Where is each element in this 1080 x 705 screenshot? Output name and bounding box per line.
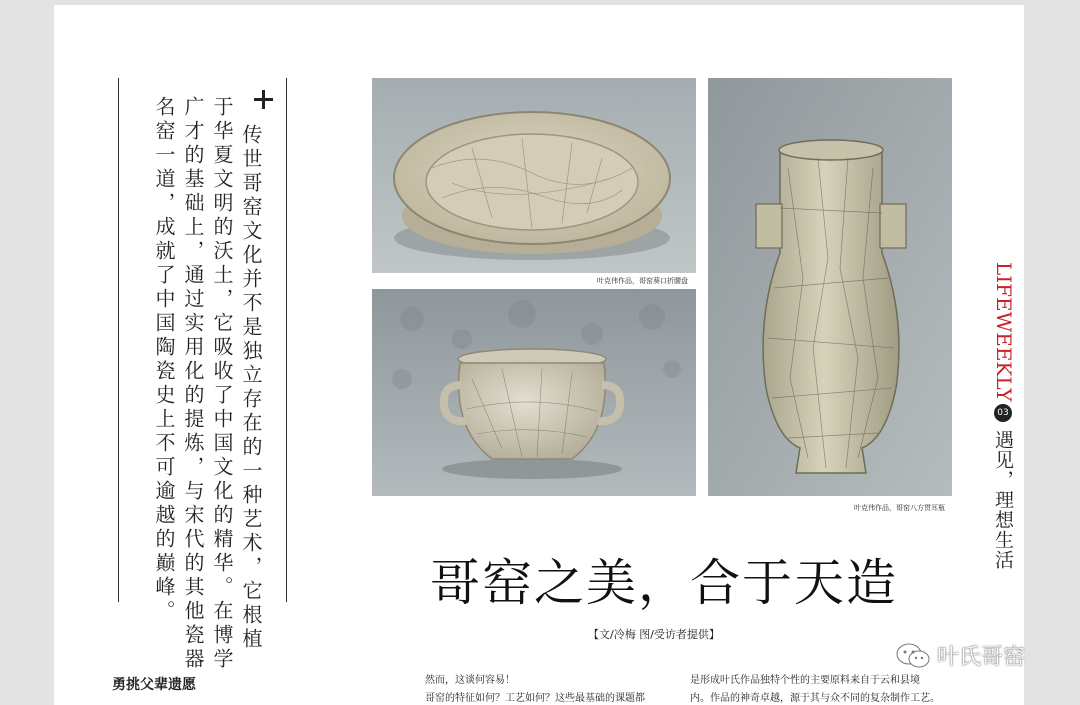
plate-caption: 叶克伟作品，哥窑葵口折腰盘 [597, 277, 688, 285]
intro-column-3: 广才的基础上，通过实用化的提炼，与宋代的其他瓷器 [181, 96, 205, 672]
body-text-right-2: 内。作品的神奇卓越，源于其与众不同的复杂制作工艺。 [690, 693, 940, 704]
intro-column-1: 传世哥窑文化并不是独立存在的一种艺术，它根植 [239, 124, 263, 652]
intro-column-4: 名窑一道，成就了中国陶瓷史上不可逾越的巅峰。 [152, 96, 176, 624]
ornament-cross-icon [254, 90, 273, 109]
watermark-text: 叶氏哥窑 [937, 645, 1026, 670]
censer-image [372, 289, 696, 496]
censer-photo [372, 289, 696, 496]
section-subhead: 勇挑父辈遗愿 [112, 677, 196, 693]
article-title: 哥窑之美，合于天造 [430, 554, 898, 612]
vase-caption: 叶克伟作品，哥窑八方贯耳瓶 [854, 504, 945, 512]
watermark [895, 640, 1025, 671]
vase-image [708, 78, 952, 496]
body-text-right-1: 是形成叶氏作品独特个性的主要原料来自于云和县境 [690, 675, 920, 686]
plate-image [372, 78, 696, 273]
article-credit: 【文/冷梅 图/受访者提供】 [588, 628, 720, 641]
body-text-mid-2: 哥窑的特征如何？工艺如何？这些最基础的课题都 [425, 693, 645, 704]
magazine-brand: LIFEWEEKLY [992, 262, 1016, 402]
issue-number-badge: 03 [994, 404, 1012, 422]
plate-photo [372, 78, 696, 273]
vase-photo [708, 78, 952, 496]
body-text-mid-1: 然而，这谈何容易！ [425, 675, 515, 686]
section-title: 遇见，理想生活 [992, 430, 1014, 570]
intro-column-2: 于华夏文明的沃土，它吸收了中国文化的精华。在博学 [210, 96, 234, 672]
wechat-icon [895, 642, 931, 670]
page-margin [1024, 5, 1080, 705]
intro-right-rule [286, 78, 287, 602]
intro-left-rule [118, 78, 119, 602]
